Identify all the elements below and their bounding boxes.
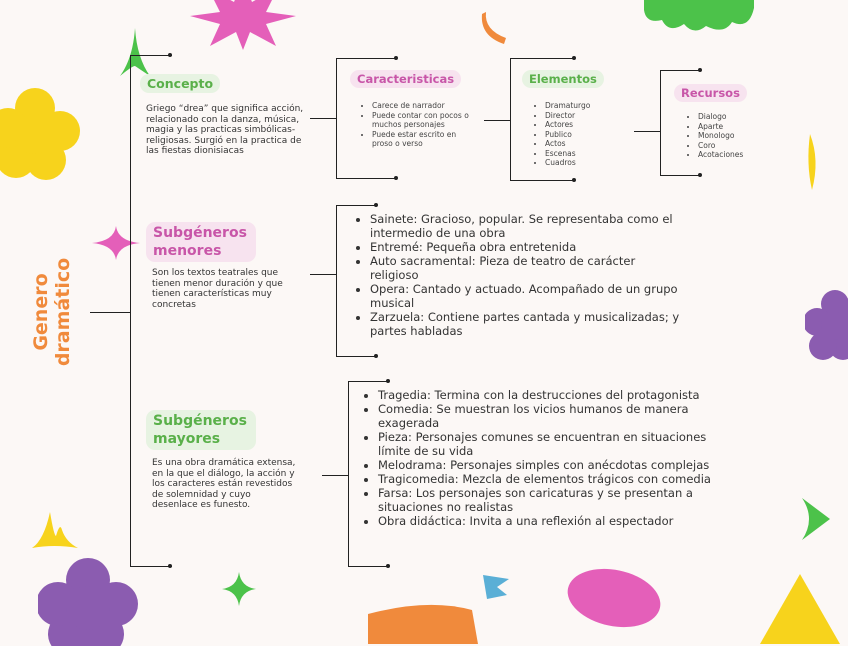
elementos-bracket-top xyxy=(510,58,574,59)
caracteristicas-bracket-bottom xyxy=(336,178,396,179)
list-item: • Aparte xyxy=(698,122,778,132)
list-item: • Actores xyxy=(545,120,625,130)
caracteristicas-list xyxy=(360,101,472,149)
list-item: • Puede contar con pocos o muchos personajes xyxy=(372,111,472,130)
orange-block-decoration xyxy=(368,604,478,644)
menores-text: Son los textos teatrales que tienen menor duración y que tienen características muy concretas xyxy=(152,268,283,310)
caracteristicas-label: Caracteristicas xyxy=(350,70,461,88)
list-item: • Puede estar escrito en proso o verso xyxy=(372,130,472,149)
blue-flag-decoration xyxy=(483,575,509,601)
main-bracket-bottom xyxy=(130,566,172,567)
purple-flower-right-decoration xyxy=(805,288,848,368)
elementos-label: Elementos xyxy=(522,70,604,88)
list-item: • Entremé: Pequeña obra entretenida xyxy=(370,240,680,254)
list-item: • Farsa: Los personajes son caricaturas y se presentan a situaciones no realistas xyxy=(378,486,728,514)
diagram-title: Genero dramático xyxy=(30,257,74,367)
connector-dot xyxy=(698,173,702,177)
elementos-bracket-bottom xyxy=(510,180,574,181)
pink-star-decoration xyxy=(188,0,298,50)
menores-bracket-bottom xyxy=(336,356,376,357)
recursos-bracket-bottom xyxy=(660,175,700,176)
concepto-label: Concepto xyxy=(140,74,220,93)
list-item: • Comedia: Se muestran los vicios humanos de manera exagerada xyxy=(378,402,728,430)
list-item: • Coro xyxy=(698,141,778,151)
yellow-shard-decoration xyxy=(806,134,820,190)
menores-label: Subgéneros menores xyxy=(146,222,256,262)
yellow-flower-decoration xyxy=(0,86,80,181)
caracteristicas-bracket-top xyxy=(336,58,396,59)
connector-dot xyxy=(572,56,576,60)
recursos-connector xyxy=(634,131,660,132)
connector-dot xyxy=(386,564,390,568)
recursos-label: Recursos xyxy=(674,84,747,102)
list-item: • Publico xyxy=(545,130,625,140)
mayores-bracket-top xyxy=(348,381,388,382)
list-item: • Dramaturgo xyxy=(545,101,625,111)
list-item: • Tragicomedia: Mezcla de elementos trágicos con comedia xyxy=(378,472,728,486)
list-item: • Dialogo xyxy=(698,112,778,122)
recursos-list xyxy=(686,112,778,160)
connector-dot xyxy=(572,178,576,182)
connector-dot xyxy=(698,68,702,72)
list-item: • Acotaciones xyxy=(698,150,778,160)
connector-dot xyxy=(394,176,398,180)
mayores-label: Subgéneros mayores xyxy=(146,410,256,450)
purple-flower-bottom-decoration xyxy=(38,556,138,646)
list-item: • Pieza: Personajes comunes se encuentran en situaciones límite de su vida xyxy=(378,430,728,458)
list-item: • Melodrama: Personajes simples con anécdotas complejas xyxy=(378,458,728,472)
green-sparkle-decoration xyxy=(222,572,256,606)
root-connector xyxy=(90,312,130,313)
main-bracket-top xyxy=(130,55,172,56)
elementos-list xyxy=(533,101,625,168)
menores-bracket xyxy=(336,205,337,357)
list-item: • Auto sacramental: Pieza de teatro de carácter religioso xyxy=(370,254,680,282)
yellow-crown-decoration xyxy=(32,512,78,552)
list-item: • Escenas xyxy=(545,149,625,159)
recursos-bracket-top xyxy=(660,70,700,71)
connector-dot xyxy=(168,53,172,57)
elementos-bracket xyxy=(510,58,511,181)
green-chevron-decoration xyxy=(802,498,830,540)
list-item: • Director xyxy=(545,111,625,121)
connector-dot xyxy=(386,379,390,383)
yellow-triangle-decoration xyxy=(760,574,840,644)
connector-dot xyxy=(394,56,398,60)
mayores-text: Es una obra dramática extensa, en la que el diálogo, la acción y los caracteres están revestidos de solemnidad y cuyo desenlace es funesto. xyxy=(152,458,296,510)
mayores-bracket xyxy=(348,381,349,567)
mayores-bracket-bottom xyxy=(348,566,388,567)
list-item: • Zarzuela: Contiene partes cantada y musicalizadas; y partes habladas xyxy=(370,310,680,338)
concepto-text: Griego “drea” que significa acción, relacionado con la danza, música, magia y las practicas simbólicas-religiosas. Surgió en la practica de las fiestas dionisiacas xyxy=(146,104,304,156)
list-item: • Obra didáctica: Invita a una reflexión al espectador xyxy=(378,514,728,528)
caracteristicas-bracket xyxy=(336,58,337,179)
list-item: • Cuadros xyxy=(545,158,625,168)
list-item: • Actos xyxy=(545,139,625,149)
connector-dot xyxy=(168,564,172,568)
mayores-connector xyxy=(322,475,348,476)
connector-dot xyxy=(374,203,378,207)
recursos-bracket xyxy=(660,70,661,176)
concepto-connector xyxy=(310,118,336,119)
menores-bracket-top xyxy=(336,205,376,206)
menores-list xyxy=(358,212,680,338)
main-bracket xyxy=(130,55,131,567)
list-item: • Tragedia: Termina con la destrucciones del protagonista xyxy=(378,388,728,402)
list-item: • Carece de narrador xyxy=(372,101,472,111)
mayores-list xyxy=(366,388,728,528)
orange-boomerang-decoration xyxy=(480,12,510,44)
connector-dot xyxy=(374,354,378,358)
green-spark-decoration xyxy=(120,28,150,78)
green-cloud-decoration xyxy=(644,0,754,35)
list-item: • Opera: Cantado y actuado. Acompañado de un grupo musical xyxy=(370,282,680,310)
pink-sparkle-decoration xyxy=(92,226,140,260)
elementos-connector xyxy=(484,120,510,121)
list-item: • Monologo xyxy=(698,131,778,141)
list-item: • Sainete: Gracioso, popular. Se representaba como el intermedio de una obra xyxy=(370,212,680,240)
menores-connector xyxy=(310,274,336,275)
pink-oval-decoration xyxy=(566,566,662,630)
